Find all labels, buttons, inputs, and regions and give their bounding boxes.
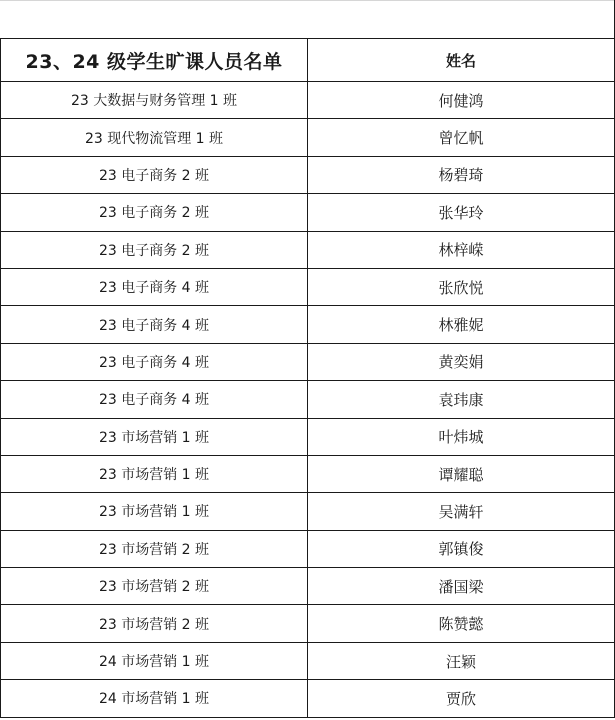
table-row: [1, 343, 615, 380]
student-name-cell: 何健鸿: [308, 82, 615, 119]
name-column-header: 姓名: [308, 39, 615, 82]
blank-header-cell: [0, 0, 615, 38]
table-header-row: [1, 39, 615, 82]
class-cell: 23 现代物流管理 1 班: [1, 119, 308, 156]
student-name-cell: 叶炜城: [308, 418, 615, 455]
class-cell: 23 电子商务 2 班: [1, 194, 308, 231]
student-name-cell: 林梓嵘: [308, 231, 615, 268]
class-cell: 23 电子商务 4 班: [1, 268, 308, 305]
absence-table: [0, 38, 615, 718]
student-name-cell: 潘国梁: [308, 568, 615, 605]
student-name-cell: 张华玲: [308, 194, 615, 231]
table-row: [1, 680, 615, 717]
table-row: [1, 605, 615, 642]
student-name-cell: 林雅妮: [308, 306, 615, 343]
table-body: [1, 82, 615, 718]
table-row: [1, 568, 615, 605]
table-row: [1, 194, 615, 231]
table-row: [1, 268, 615, 305]
student-name-cell: 袁玮康: [308, 381, 615, 418]
class-cell: 23 市场营销 2 班: [1, 530, 308, 567]
table-row: [1, 381, 615, 418]
student-name-cell: 谭耀聪: [308, 455, 615, 492]
class-cell: 23 电子商务 4 班: [1, 381, 308, 418]
class-cell: 23 大数据与财务管理 1 班: [1, 82, 308, 119]
student-name-cell: 曾忆帆: [308, 119, 615, 156]
class-cell: 23 市场营销 1 班: [1, 493, 308, 530]
class-cell: 23 市场营销 1 班: [1, 455, 308, 492]
class-cell: 23 电子商务 2 班: [1, 156, 308, 193]
student-name-cell: 张欣悦: [308, 268, 615, 305]
student-name-cell: 杨碧琦: [308, 156, 615, 193]
table-row: [1, 119, 615, 156]
class-cell: 24 市场营销 1 班: [1, 680, 308, 717]
student-name-cell: 汪颖: [308, 642, 615, 679]
class-cell: 23 电子商务 4 班: [1, 306, 308, 343]
class-cell: 23 市场营销 2 班: [1, 568, 308, 605]
table-row: [1, 82, 615, 119]
table-title: 23、24 级学生旷课人员名单: [1, 39, 308, 82]
table-row: [1, 493, 615, 530]
class-cell: 23 市场营销 2 班: [1, 605, 308, 642]
student-name-cell: 陈赞懿: [308, 605, 615, 642]
table-row: [1, 156, 615, 193]
class-cell: 24 市场营销 1 班: [1, 642, 308, 679]
table-row: [1, 642, 615, 679]
table-row: [1, 418, 615, 455]
class-cell: 23 电子商务 4 班: [1, 343, 308, 380]
class-cell: 23 电子商务 2 班: [1, 231, 308, 268]
student-name-cell: 黄奕娟: [308, 343, 615, 380]
table-row: [1, 306, 615, 343]
student-name-cell: 吴满轩: [308, 493, 615, 530]
student-name-cell: 郭镇俊: [308, 530, 615, 567]
table-row: [1, 530, 615, 567]
table-row: [1, 231, 615, 268]
student-name-cell: 贾欣: [308, 680, 615, 717]
table-row: [1, 455, 615, 492]
class-cell: 23 市场营销 1 班: [1, 418, 308, 455]
